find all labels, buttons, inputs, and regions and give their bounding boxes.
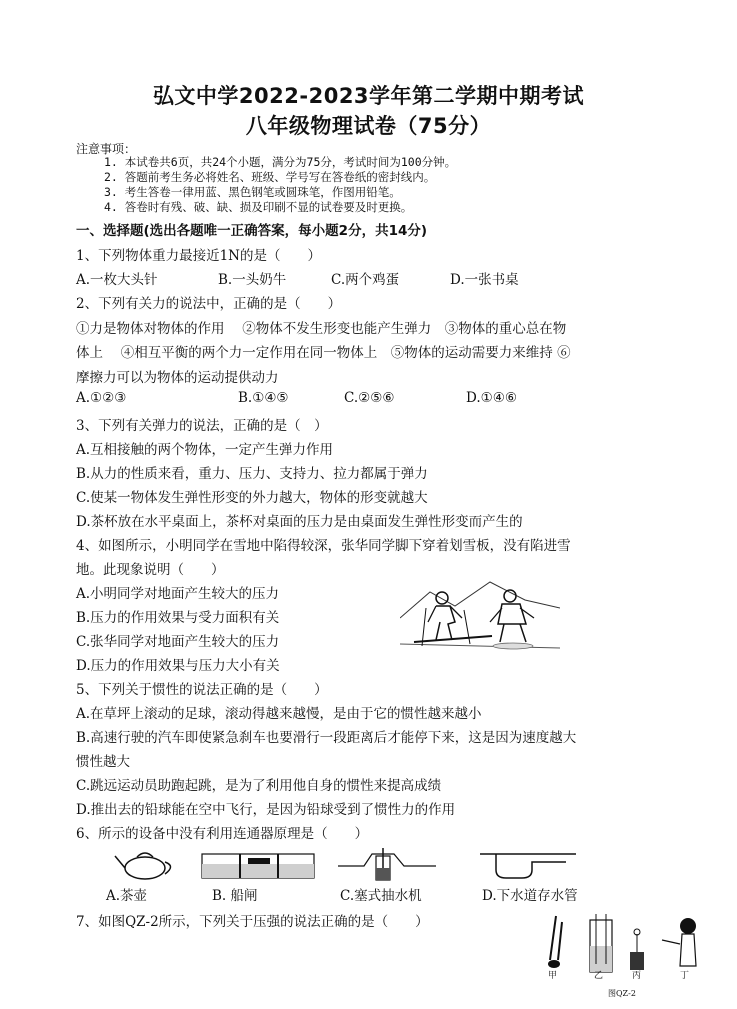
q5-option-d: D.推出去的铅球能在空中飞行，是因为铅球受到了惯性力的作用 — [76, 802, 456, 818]
question-6-stem: 6、所示的设备中没有利用连通器原理是（ ） — [76, 826, 369, 842]
snow-skiing-illustration — [400, 578, 560, 660]
teapot-figure — [112, 846, 178, 882]
q1-option-c: C.两个鸡蛋 — [331, 272, 400, 288]
q5-option-b: B.高速行驶的汽车即使紧急刹车也要滑行一段距离后才能停下来，这是因为速度越大 — [76, 730, 577, 746]
section-heading: 一、选择题(选出各题唯一正确答案，每小题2分，共14分) — [76, 223, 428, 239]
exam-subtitle: 八年级物理试卷（75分） — [245, 114, 492, 138]
notice-list — [104, 155, 456, 215]
q4-option-c: C.张华同学对地面产生较大的压力 — [76, 634, 280, 650]
q7-fig-label-bing: 丙 — [632, 971, 642, 981]
q5-option-a: A.在草坪上滚动的足球，滚动得越来越慢，是由于它的惯性越来越小 — [76, 706, 482, 722]
q6-caption-b: B. 船闸 — [212, 888, 258, 904]
question-5-stem: 5、下列关于惯性的说法正确的是（ ） — [76, 682, 328, 698]
question-1-stem: 1、下列物体重力最接近1N的是（ ） — [76, 248, 321, 264]
q7-fig-label-yi: 乙 — [594, 971, 604, 981]
notice-item: 4. 答卷时有残、破、缺、损及印刷不显的试卷要及时更换。 — [104, 200, 413, 214]
q2-option-b: B.①④⑤ — [238, 390, 289, 406]
question-3-stem: 3、下列有关弹力的说法，正确的是（ ） — [76, 418, 328, 434]
q7-fig-label-jia: 甲 — [548, 971, 558, 981]
q5-option-b-cont: 惯性越大 — [76, 754, 130, 770]
q2-option-a: A.①②③ — [76, 390, 127, 406]
q3-option-d: D.茶杯放在水平桌面上，茶杯对桌面的压力是由桌面发生弹性形变而产生的 — [76, 514, 523, 530]
q4-option-d: D.压力的作用效果与压力大小有关 — [76, 658, 280, 674]
notice-heading: 注意事项： — [76, 142, 137, 156]
q2-option-c: C.②⑤⑥ — [344, 390, 395, 406]
q4-option-a: A.小明同学对地面产生较大的压力 — [76, 586, 280, 602]
exam-title: 弘文中学2022-2023学年第二学期中期考试 — [152, 84, 585, 108]
notice-item: 1. 本试卷共6页，共24个小题，满分为75分，考试时间为100分钟。 — [104, 155, 457, 169]
q5-option-c: C.跳远运动员助跑起跳，是为了利用他自身的惯性来提高成绩 — [76, 778, 442, 794]
q7-fig-label-ding: 丁 — [680, 971, 690, 981]
question-2-stem: 2、下列有关力的说法中，正确的是（ ） — [76, 296, 342, 312]
q4-option-b: B.压力的作用效果与受力面积有关 — [76, 610, 280, 626]
q2-statement-line: ①力是物体对物体的作用 ②物体不发生形变也能产生弹力 ③物体的重心总在物 — [76, 321, 567, 337]
q7-figure-caption: 图QZ-2 — [608, 989, 636, 998]
q2-option-d: D.①④⑥ — [466, 390, 517, 406]
notice-item: 2. 答题前考生务必将姓名、班级、学号写在答卷纸的密封线内。 — [104, 170, 436, 184]
notice-item: 3. 考生答卷一律用蓝、黑色钢笔或圆珠笔，作图用铅笔。 — [104, 185, 401, 199]
piston-pump-figure — [334, 846, 440, 882]
q1-option-d: D.一张书桌 — [450, 272, 519, 288]
q6-caption-c: C.塞式抽水机 — [340, 888, 422, 904]
q1-option-b: B.一头奶牛 — [218, 272, 287, 288]
drain-trap-figure — [476, 846, 586, 882]
ship-lock-figure — [198, 846, 318, 882]
q6-caption-a: A.茶壶 — [106, 888, 148, 904]
q6-caption-d: D.下水道存水管 — [482, 888, 578, 904]
q3-option-a: A.互相接触的两个物体，一定产生弹力作用 — [76, 442, 334, 458]
q2-statement-line: 摩擦力可以为物体的运动提供动力 — [76, 370, 279, 386]
question-7-stem: 7、如图QZ-2所示，下列关于压强的说法正确的是（ ） — [76, 914, 429, 930]
q2-statement-line: 体上 ④相互平衡的两个力一定作用在同一物体上 ⑤物体的运动需要力来维持 ⑥ — [76, 345, 571, 361]
q3-option-c: C.使某一物体发生弹性形变的外力越大，物体的形变就越大 — [76, 490, 428, 506]
q1-option-a: A.一枚大头针 — [76, 272, 158, 288]
question-4-stem: 4、如图所示，小明同学在雪地中陷得较深，张华同学脚下穿着划雪板，没有陷进雪 — [76, 538, 571, 554]
q3-option-b: B.从力的性质来看，重力、压力、支持力、拉力都属于弹力 — [76, 466, 428, 482]
question-4-stem-cont: 地。此现象说明（ ） — [76, 562, 225, 578]
